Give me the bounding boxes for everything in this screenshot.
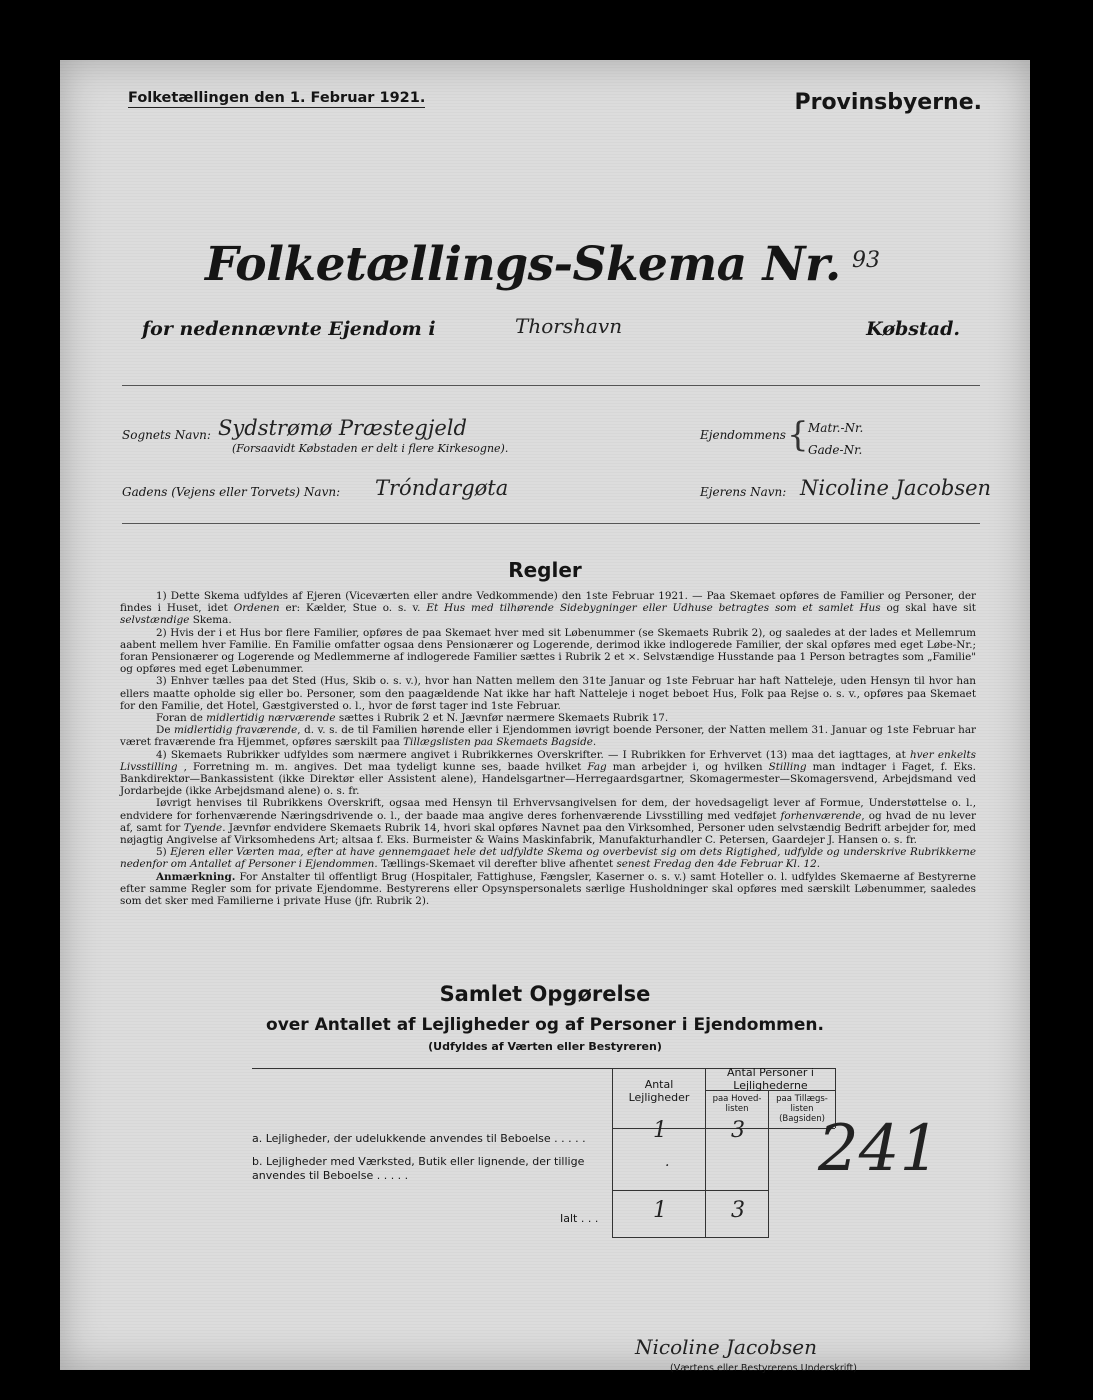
- parish-value: Sydstrømø Præstegjeld: [218, 416, 467, 440]
- census-form-sheet: [60, 60, 1030, 1374]
- property-label: Ejendommens: [700, 428, 786, 442]
- divider-top: [122, 385, 980, 386]
- form-title: Folketællings-Skema Nr.: [205, 237, 841, 292]
- col-persons: Antal Personer i Lejlighederne: [727, 1066, 814, 1092]
- summary-title: Samlet Opgørelse: [439, 982, 651, 1006]
- summary-note: (Udfyldes af Værten eller Bestyreren): [428, 1040, 662, 1053]
- town-name: Thorshavn: [515, 314, 623, 338]
- total-persons: 3: [731, 1198, 745, 1223]
- rule-3: 3) Enhver tælles paa det Sted (Hus, Skib o. s. v.), hvor han Natten mellem den 31te Januar og 1ste Februar har haft Natteleje, uden Hensyn til hvor han ellers maatte opholde sig eller bo. Personer, som den paagældende Nat ikke har haft Natteleje i noget beboet Hus, Folk paa Rejse o. s. v., opføres paa Skemaet for den Familie, det Hotel, Gæstgiversted o. l., hvor de først tager ind 1ste Februar.: [120, 675, 976, 712]
- summary-subtitle: over Antallet af Lejligheder og af Personer i Ejendommen.: [266, 1015, 824, 1035]
- parish-note: (Forsaavidt Købstaden er delt i flere Kirkesogne).: [232, 442, 509, 455]
- rule-note: Anmærkning. For Anstalter til offentligt Brug (Hospitaler, Fattighuse, Fængsler, Kaserner o. s. v.) samt Hoteller o. l. udfyldes Skemaerne af Bestyrerne efter samme Regler som for private Ejendomme. Bestyrerens eller Opsynspersonalets særlige Husholdninger skal opføres med særskilt Løbenummer, saaledes som det sker med Familierne i private Huse (jfr. Rubrik 2).: [120, 870, 976, 908]
- total-label: Ialt . . .: [560, 1212, 599, 1225]
- property-prefix: for nedennævnte Ejendom i: [142, 318, 436, 340]
- table-line: [612, 1068, 613, 1238]
- signature-label: (Værtens eller Bestyrerens Underskrift): [670, 1363, 857, 1374]
- census-header: Folketællingen den 1. Februar 1921.: [128, 90, 426, 106]
- row-a-persons: 3: [731, 1118, 745, 1143]
- street-label: Gadens (Vejens eller Torvets) Navn:: [122, 485, 341, 499]
- col-apartments: Antal Lejligheder: [628, 1078, 690, 1104]
- table-line: [612, 1237, 768, 1238]
- region-header: Provinsbyerne.: [794, 90, 982, 115]
- owner-label: Ejerens Navn:: [700, 485, 787, 499]
- total-apartments: 1: [653, 1198, 667, 1223]
- skema-number: 93: [852, 248, 880, 273]
- gade-nr-label: Gade-Nr.: [808, 443, 863, 457]
- rules-text: [120, 590, 976, 907]
- col-supplement-list: paa Tillægs-listen (Bagsiden): [776, 1094, 828, 1124]
- rule-3-de: De midlertidig fraværende, d. v. s. de til Familien hørende eller i Ejendommen iøvrigt boende Personer, der Natten mellem 31. Januar og 1ste Februar har været fraværende fra Hjemmet, opføres særskilt paa Tillægslisten paa Skemaets Bagside.: [120, 724, 976, 749]
- rule-2: 2) Hvis der i et Hus bor flere Familier, opføres de paa Skemaet hver med sit Løbenummer (se Skemaets Rubrik 2), og saaledes at der lades et Mellemrum aabent mellem hver Familie. En Familie omfatter ogsaa dens Pensionærer og Logerende, derimod ikke indlogerede Familier, der skal opføres med eget Løbe-Nr.; foran Pensionærer og Logerende og Medlemmerne af indlogerede Familier sættes i Rubrik 2 et ×. Selvstændige Husstande paa 1 Person betragtes som „Familie" og opføres med eget Løbenummer.: [120, 626, 976, 676]
- signature: Nicoline Jacobsen: [635, 1335, 817, 1359]
- row-a-label: a. Lejligheder, der udelukkende anvendes til Beboelse . . . . .: [252, 1132, 586, 1145]
- row-b-label: b. Lejligheder med Værksted, Butik eller lignende, der tillige anvendes til Beboelse . . . . .: [252, 1155, 585, 1182]
- rule-4: 4) Skemaets Rubrikker udfyldes som nærmere angivet i Rubrikkernes Overskrifter. — I Rubrikken for Erhvervet (13) maa det iagttages, at hver enkelts Livsstilling , Forretning m. m. angives. Det maa tydeligt kunne ses, baade hvilket Fag man arbejder i, og hvilken Stilling man indtager i Faget, f. Eks. Bankdirektør—Bankassistent (ikke Direktør eller Assistent alene), Handelsgartner—Herregaardsgartner, Skomagermester—Skomagersvend, Arbejdsmand ved Jordarbejde (ikke Arbejdsmand alene) o. s. fr.: [120, 748, 976, 798]
- owner-value: Nicoline Jacobsen: [800, 476, 992, 500]
- brace-icon: {: [787, 415, 809, 455]
- street-value: Tróndargøta: [375, 476, 509, 500]
- handwritten-number: 241: [818, 1112, 941, 1186]
- col-main-list: paa Hoved-listen: [712, 1094, 762, 1114]
- rules-title: Regler: [508, 558, 582, 582]
- divider-middle: [122, 523, 980, 524]
- matr-nr-label: Matr.-Nr.: [808, 421, 864, 435]
- rule-3-foran: Foran de midlertidig nærværende sættes i Rubrik 2 et N. Jævnfør nærmere Skemaets Rubrik 17.: [156, 712, 669, 725]
- parish-label: Sognets Navn:: [122, 428, 211, 442]
- rule-4-iovrigt: Iøvrigt henvises til Rubrikkens Overskrift, ogsaa med Hensyn til Erhvervsangivelsen for dem, der hovedsageligt lever af Formue, Understøttelse o. l., endvidere for forhenværende Næringsdrivende o. l., der baade maa angive deres forhenværende Livsstilling med vedføjet forhenværende, og hvad de nu lever af, samt for Tyende. Jævnfør endvidere Skemaets Rubrik 14, hvori skal opføres Navnet paa den Virksomhed, Personer uden selvstændig Bedrift arbejder for, med nøjagtig Angivelse af Virksomhedens Art; altsaa f. Eks. Burmeister & Wains Maskinfabrik, Manufakturhandler C. Petersen, Gaardejer J. Hansen o. s. fr.: [120, 797, 977, 847]
- row-a-apartments: 1: [653, 1118, 667, 1143]
- rule-1: 1) Dette Skema udfyldes af Ejeren (Viceværten eller andre Vedkommende) den 1ste Februar 1921. — Paa Skemaet opføres de Familier og Personer, der findes i Huset, idet Ordenen er: Kælder, Stue o. s. v. Et Hus med tilhørende Sidebygninger eller Udhuse betragtes som et samlet Hus og skal have sit selvstændige Skema.: [120, 590, 976, 627]
- table-line: [612, 1190, 768, 1191]
- row-b-mark: ·: [665, 1158, 670, 1174]
- kobstad-label: Købstad.: [866, 318, 960, 340]
- rule-5: 5) Ejeren eller Værten maa, efter at have gennemgaaet hele det udfyldte Skema og overbevist sig om dets Rigtighed, udfylde og underskrive Rubrikkerne nedenfor om Antallet af Personer i Ejendommen. Tællings-Skemaet vil derefter blive afhentet senest Fredag den 4de Februar Kl. 12.: [120, 846, 977, 871]
